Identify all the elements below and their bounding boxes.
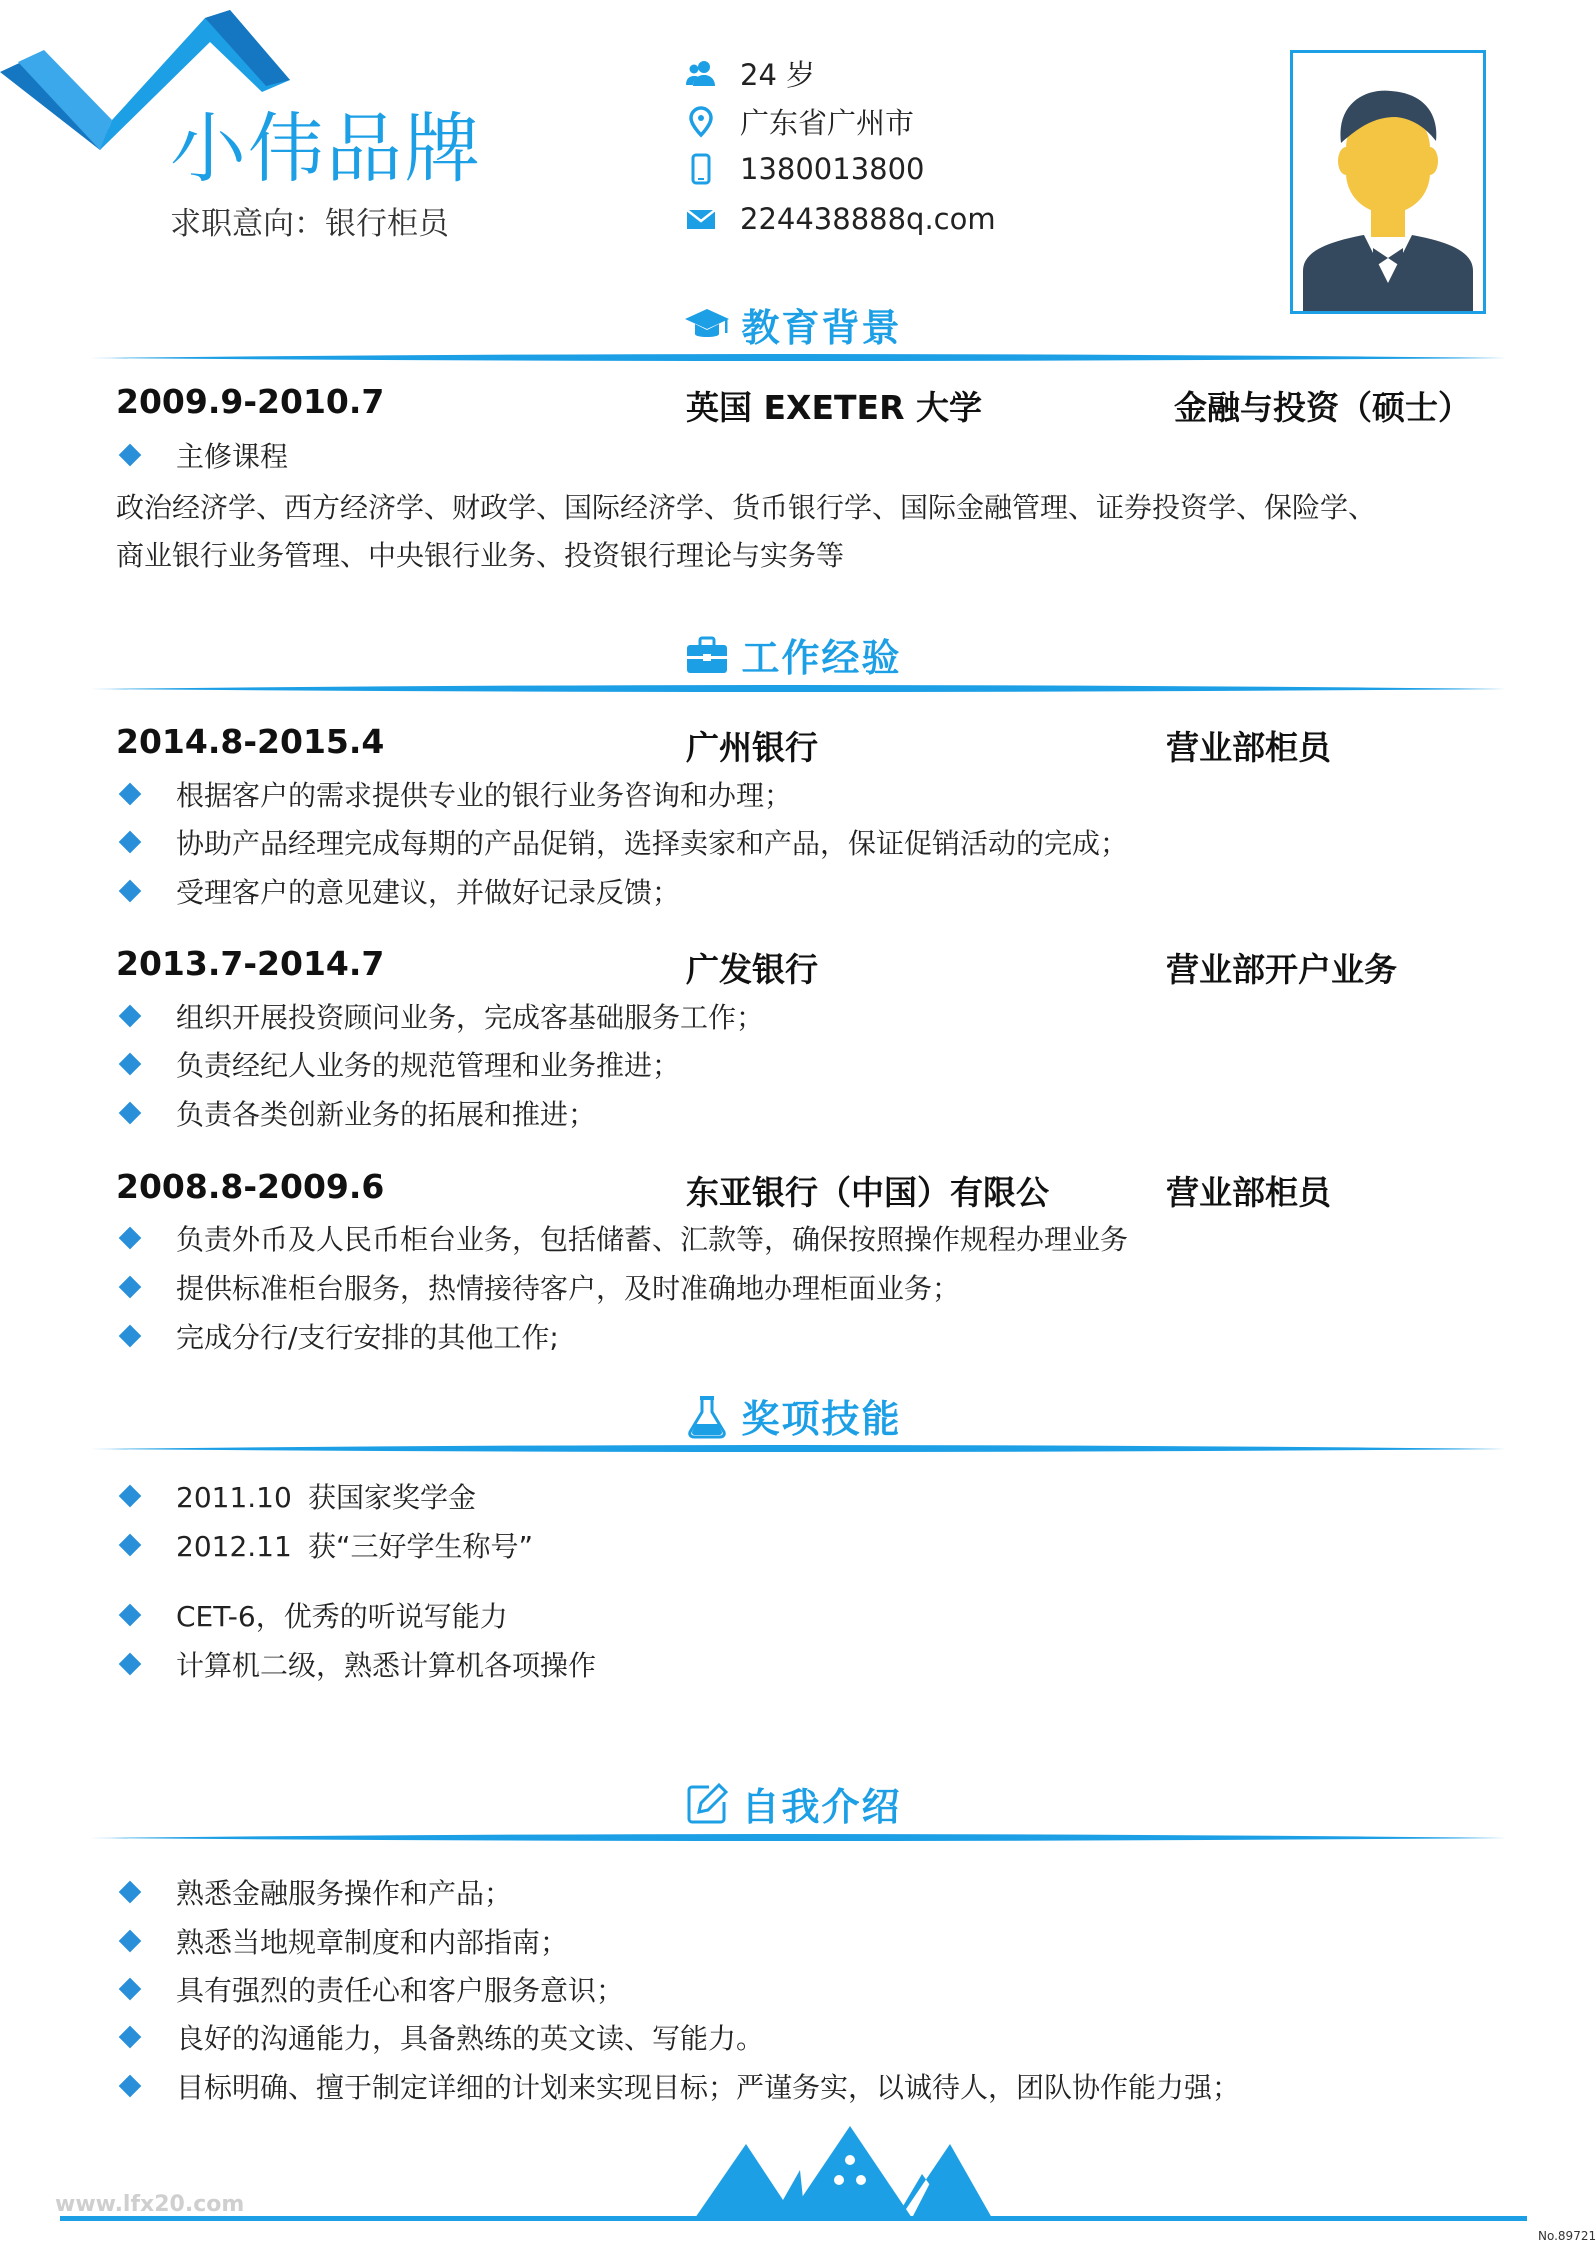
- job-period: 2013.7-2014.7: [116, 944, 385, 983]
- list-item: 主修课程: [118, 435, 288, 475]
- diamond-bullet-icon: [119, 2026, 142, 2049]
- diamond-bullet-icon: [119, 1005, 142, 1028]
- list-item: 计算机二级，熟悉计算机各项操作: [118, 1644, 596, 1684]
- list-item: 根据客户的需求提供专业的银行业务咨询和办理；: [118, 774, 792, 814]
- contact-email: [686, 196, 996, 242]
- list-item: 受理客户的意见建议，并做好记录反馈；: [118, 871, 680, 911]
- course-list-line: 政治经济学、西方经济学、财政学、国际经济学、货币银行学、国际金融管理、证券投资学、保险学、: [116, 491, 1377, 524]
- job-row: [116, 1167, 1496, 1211]
- list-item: 熟悉金融服务操作和产品；: [118, 1872, 512, 1912]
- phone-icon: [686, 154, 716, 184]
- diamond-bullet-icon: [119, 2075, 142, 2098]
- list-item: 负责经纪人业务的规范管理和业务推进；: [118, 1044, 680, 1084]
- diamond-bullet-icon: [119, 1653, 142, 1676]
- job-period: 2008.8-2009.6: [116, 1167, 385, 1206]
- diamond-bullet-icon: [119, 1604, 142, 1627]
- diamond-bullet-icon: [119, 783, 142, 806]
- mountain-footer-decoration: [60, 2120, 1527, 2225]
- diamond-bullet-icon: [119, 831, 142, 854]
- diamond-bullet-icon: [119, 1227, 142, 1250]
- job-row: [116, 944, 1496, 988]
- candidate-name: 小伟品牌: [170, 104, 482, 193]
- contact-age: [686, 50, 815, 96]
- contact-phone: [686, 146, 925, 192]
- section-rule: [90, 1443, 1506, 1455]
- list-item: 目标明确、擅于制定详细的计划来实现目标；严谨务实，以诚待人，团队协作能力强；: [118, 2066, 1240, 2106]
- section-rule: [90, 1832, 1506, 1844]
- diamond-bullet-icon: [119, 1102, 142, 1125]
- edit-icon: [685, 1782, 729, 1826]
- section-intro-title: 自我介绍: [0, 1776, 1587, 1831]
- location-pin-icon: [686, 106, 716, 136]
- list-item: 良好的沟通能力，具备熟练的英文读、写能力。: [118, 2017, 764, 2057]
- list-item: 提供标准柜台服务，热情接待客户，及时准确地办理柜面业务；: [118, 1267, 960, 1307]
- phone-text: 1380013800: [740, 152, 925, 186]
- diamond-bullet-icon: [119, 1053, 142, 1076]
- job-position: 营业部开户业务: [1166, 950, 1397, 989]
- job-company: 广发银行: [686, 950, 818, 989]
- diamond-bullet-icon: [119, 1276, 142, 1299]
- list-item: 2012.11 获“三好学生称号”: [118, 1525, 533, 1565]
- section-rule: [90, 352, 1506, 364]
- section-education-title: 教育背景: [0, 297, 1587, 352]
- job-position: 营业部柜员: [1166, 728, 1331, 767]
- list-item: 负责外币及人民币柜台业务，包括储蓄、汇款等，确保按照操作规程办理业务: [118, 1218, 1128, 1258]
- diamond-bullet-icon: [119, 1325, 142, 1348]
- list-item: 组织开展投资顾问业务，完成客基础服务工作；: [118, 996, 764, 1036]
- diamond-bullet-icon: [119, 880, 142, 903]
- envelope-icon: [686, 204, 716, 234]
- age-text: 24 岁: [740, 57, 816, 92]
- diamond-bullet-icon: [119, 1881, 142, 1904]
- education-period: 2009.9-2010.7: [116, 382, 385, 421]
- list-item: 熟悉当地规章制度和内部指南；: [118, 1921, 568, 1961]
- list-item: 2011.10 获国家奖学金: [118, 1476, 476, 1516]
- contact-location: [686, 98, 914, 144]
- flask-icon: [685, 1394, 729, 1438]
- diamond-bullet-icon: [119, 1930, 142, 1953]
- diamond-bullet-icon: [119, 1485, 142, 1508]
- watermark: www.lfx20.com: [55, 2192, 245, 2217]
- avatar: [1290, 50, 1486, 314]
- section-rule: [90, 683, 1506, 695]
- job-row: [116, 722, 1496, 766]
- education-row: [116, 382, 1496, 426]
- job-company: 广州银行: [686, 728, 818, 767]
- list-item: CET-6，优秀的听说写能力: [118, 1595, 508, 1635]
- section-work-title: 工作经验: [0, 627, 1587, 682]
- course-list-line: 商业银行业务管理、中央银行业务、投资银行理论与实务等: [116, 539, 845, 572]
- job-period: 2014.8-2015.4: [116, 722, 385, 761]
- list-item: 负责各类创新业务的拓展和推进；: [118, 1093, 596, 1133]
- education-school: 英国 EXETER 大学: [686, 388, 982, 427]
- users-icon: [686, 58, 716, 88]
- job-position: 营业部柜员: [1166, 1173, 1331, 1212]
- diamond-bullet-icon: [119, 444, 142, 467]
- job-company: 东亚银行（中国）有限公: [686, 1173, 1049, 1212]
- diamond-bullet-icon: [119, 1978, 142, 2001]
- section-awards-title: 奖项技能: [0, 1388, 1587, 1443]
- location-text: 广东省广州市: [740, 105, 915, 140]
- diamond-bullet-icon: [119, 1534, 142, 1557]
- education-major: 金融与投资（硕士）: [1174, 388, 1471, 427]
- list-item: 完成分行/支行安排的其他工作;: [118, 1316, 559, 1356]
- email-text: 224438888q.com: [740, 202, 996, 236]
- graduation-cap-icon: [685, 303, 729, 347]
- list-item: 协助产品经理完成每期的产品促销，选择卖家和产品，保证促销活动的完成；: [118, 822, 1128, 862]
- briefcase-icon: [685, 633, 729, 677]
- list-item: 具有强烈的责任心和客户服务意识；: [118, 1969, 624, 2009]
- job-intent: 求职意向：银行柜员: [170, 206, 449, 242]
- serial-number: No.89721: [1538, 2229, 1596, 2243]
